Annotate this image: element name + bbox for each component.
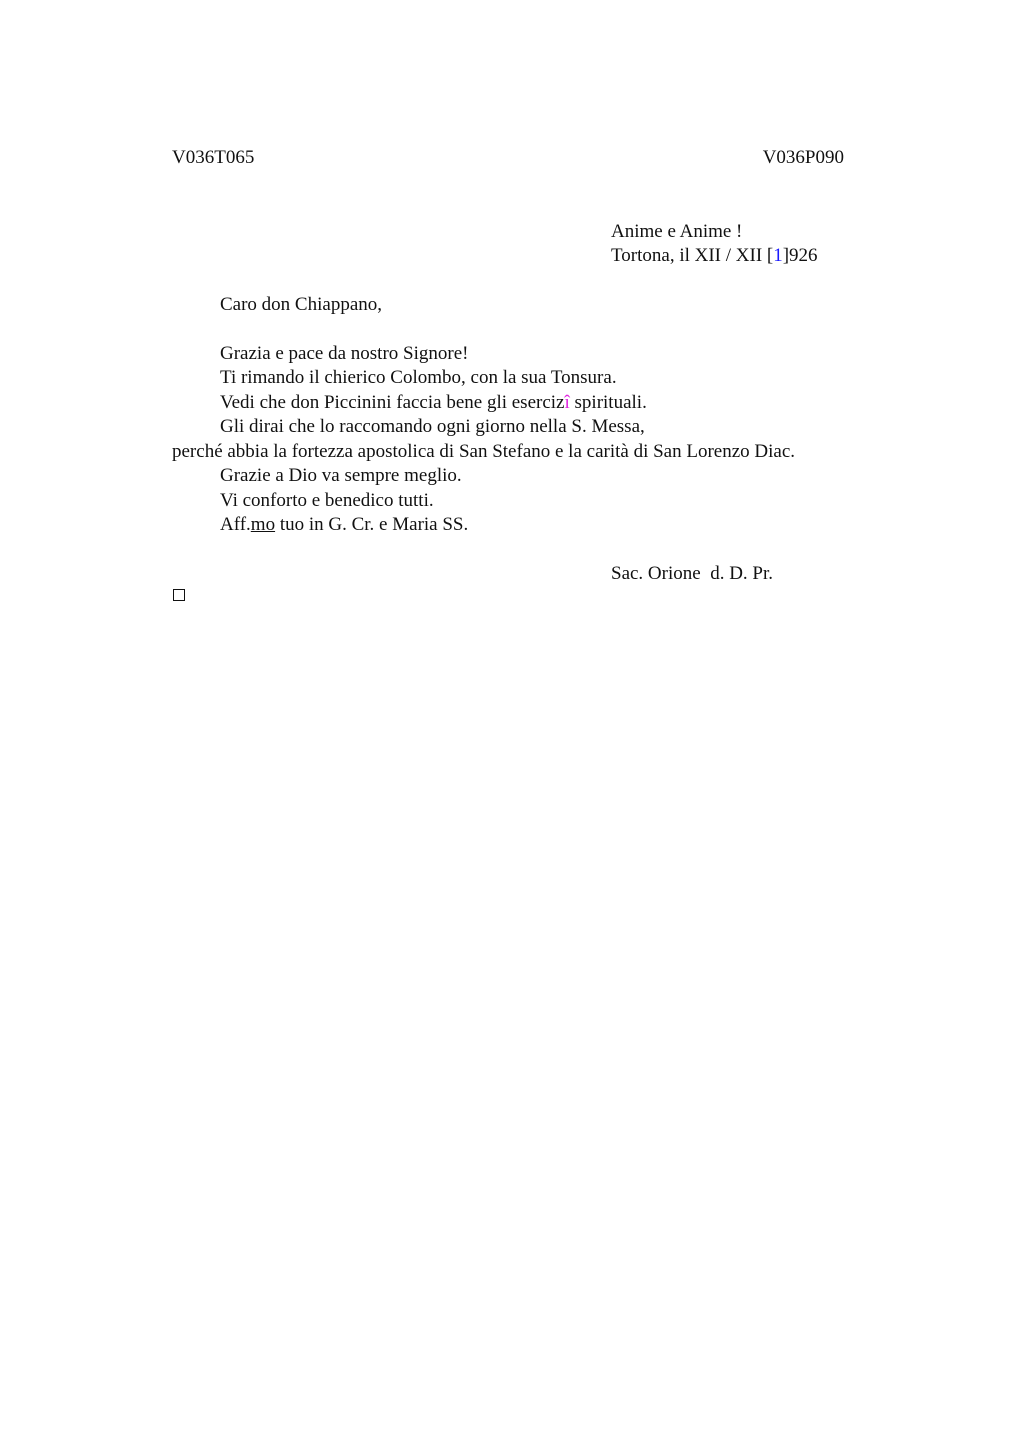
body-line-5: perché abbia la fortezza apostolica di San Stefano e la carità di San Lorenzo Diac. bbox=[172, 441, 796, 462]
letter-motto: Anime e Anime ! bbox=[611, 221, 743, 242]
closing-end: tuo in G. Cr. e Maria SS. bbox=[275, 514, 469, 535]
letter-dateline bbox=[611, 244, 818, 268]
letter-salutation: Caro don Chiappano, bbox=[220, 294, 383, 315]
empty-box-icon bbox=[173, 589, 185, 601]
body-line-7: Vi conforto e benedico tutti. bbox=[220, 490, 434, 511]
date-prefix: Tortona, il XII / XII [ bbox=[611, 245, 774, 266]
body-line-6: Grazie a Dio va sempre meglio. bbox=[220, 465, 462, 486]
body-line-3-start: Vedi che don Piccinini faccia bene gli eserciz bbox=[220, 392, 565, 413]
closing-underlined: mo bbox=[250, 514, 276, 535]
date-bracket-digit: 1 bbox=[773, 245, 783, 266]
body-line-2: Ti rimando il chierico Colombo, con la sua Tonsura. bbox=[220, 367, 617, 388]
date-suffix: ]926 bbox=[782, 245, 818, 266]
closing-start: Aff. bbox=[220, 514, 251, 535]
closing-line bbox=[220, 513, 468, 537]
body-line-1: Grazia e pace da nostro Signore! bbox=[220, 343, 469, 364]
document-code-right: V036P090 bbox=[762, 147, 844, 168]
body-line-3-end: spirituali. bbox=[569, 392, 647, 413]
body-line-3 bbox=[220, 391, 647, 415]
letter-signature: Sac. Orione d. D. Pr. bbox=[611, 563, 774, 584]
body-line-4: Gli dirai che lo raccomando ogni giorno nella S. Messa, bbox=[220, 416, 645, 437]
accent-correction: î bbox=[564, 392, 570, 413]
document-code-left: V036T065 bbox=[172, 147, 255, 168]
